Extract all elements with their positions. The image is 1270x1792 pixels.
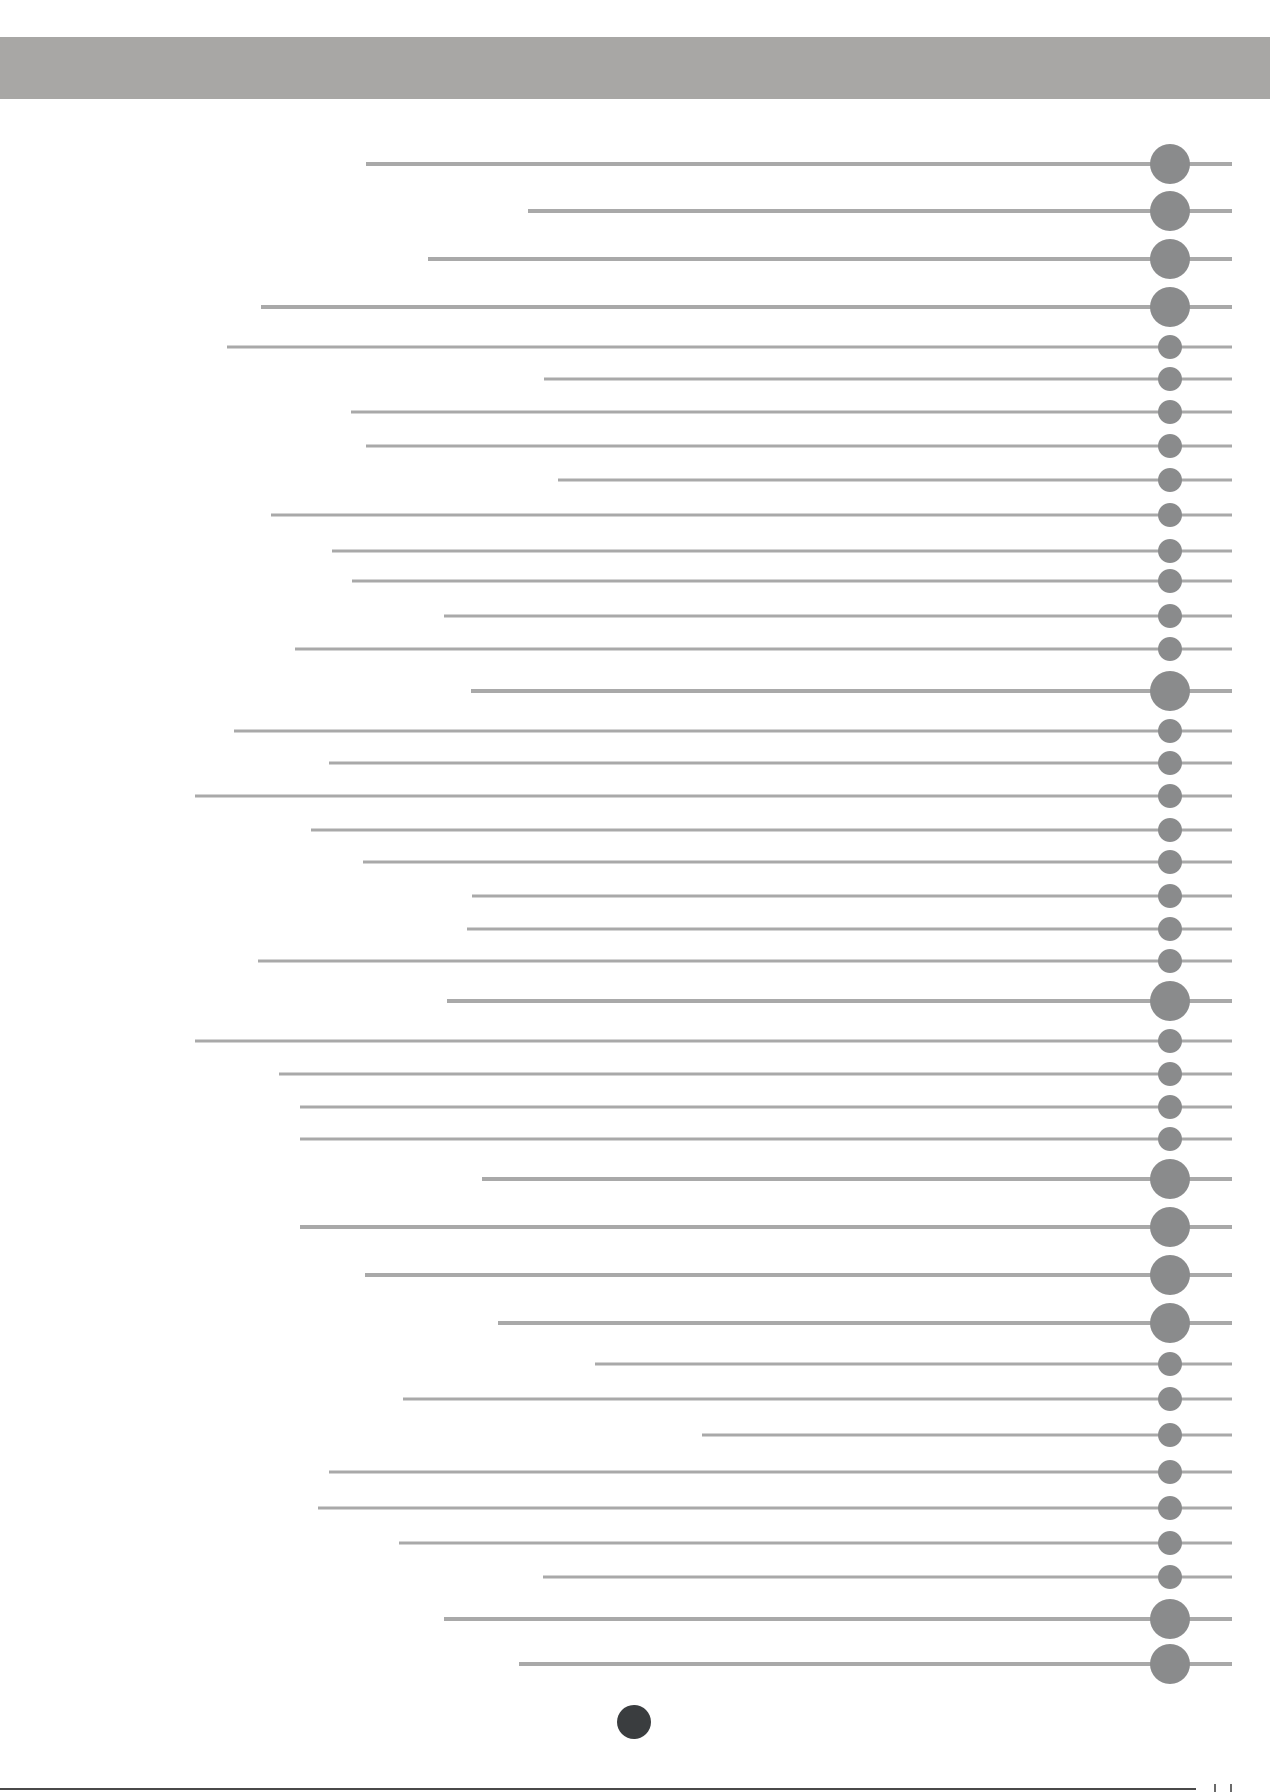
bullet-dot (1158, 1423, 1182, 1447)
bullet-dot (1158, 818, 1182, 842)
bullet-dot (1158, 604, 1182, 628)
toc-entry (258, 949, 1232, 973)
toc-entry (595, 1352, 1232, 1376)
bullet-dot (1158, 503, 1182, 527)
bullet-dot (1150, 1255, 1190, 1295)
toc-entry (261, 287, 1232, 327)
bullet-dot (1158, 850, 1182, 874)
bullet-dot (1150, 144, 1190, 184)
toc-entry (365, 1255, 1232, 1295)
bullet-dot (1158, 539, 1182, 563)
footer-tick-right (1230, 1784, 1232, 1792)
bullet-dot (1158, 1565, 1182, 1589)
bullet-dot (1158, 719, 1182, 743)
bullet-dot (1158, 1496, 1182, 1520)
bullet-dot (1158, 1460, 1182, 1484)
toc-entry (519, 1644, 1232, 1684)
bullet-dot (1150, 1644, 1190, 1684)
bullet-dot (1158, 751, 1182, 775)
footer-tick-left (1214, 1784, 1216, 1792)
bullet-dot (1158, 468, 1182, 492)
toc-entry (234, 719, 1232, 743)
bullet-dot (1158, 400, 1182, 424)
toc-entry (300, 1127, 1232, 1151)
toc-entry (428, 239, 1232, 279)
toc-entry (543, 1565, 1232, 1589)
bullet-dot (1150, 1207, 1190, 1247)
toc-entry (279, 1062, 1232, 1086)
toc-entry (329, 751, 1232, 775)
toc-entry (363, 850, 1232, 874)
bullet-dot (1158, 1352, 1182, 1376)
bullet-dot (1158, 1095, 1182, 1119)
bullet-dot (1150, 287, 1190, 327)
toc-entry (471, 671, 1232, 711)
bullet-dot (1150, 1599, 1190, 1639)
bullet-dot (1158, 784, 1182, 808)
toc-entry (271, 503, 1232, 527)
toc-entry (318, 1496, 1232, 1520)
page-marker-dot (617, 1705, 651, 1739)
toc-entry (498, 1303, 1232, 1343)
bullet-dot (1158, 1387, 1182, 1411)
bullet-dot (1158, 1531, 1182, 1555)
bullet-dot (1158, 637, 1182, 661)
bullet-dot (1158, 1127, 1182, 1151)
toc-entry (544, 367, 1232, 391)
toc-entry (403, 1387, 1232, 1411)
toc-entry (399, 1531, 1232, 1555)
toc-entry (227, 335, 1232, 359)
bullet-dot (1158, 1062, 1182, 1086)
toc-entry (295, 637, 1232, 661)
toc-entry (447, 981, 1232, 1021)
toc-entry (366, 144, 1232, 184)
bullet-dot (1158, 434, 1182, 458)
bullet-dot (1158, 917, 1182, 941)
bullet-dot (1150, 671, 1190, 711)
bullet-dot (1150, 981, 1190, 1021)
toc-entry (467, 917, 1232, 941)
toc-entry (195, 1029, 1232, 1053)
toc-entry (329, 1460, 1232, 1484)
bullet-dot (1158, 367, 1182, 391)
bullet-dot (1158, 949, 1182, 973)
toc-entry (366, 434, 1232, 458)
toc-entry (332, 539, 1232, 563)
footer-rule (0, 1788, 1196, 1790)
toc-entry (351, 400, 1232, 424)
toc-entry (482, 1159, 1232, 1199)
bullet-dot (1150, 191, 1190, 231)
toc-entry (444, 604, 1232, 628)
toc-entry (300, 1095, 1232, 1119)
bullet-dot (1150, 1303, 1190, 1343)
bullet-dot (1158, 884, 1182, 908)
bullet-dot (1158, 569, 1182, 593)
bullet-dot (1158, 335, 1182, 359)
toc-entry (558, 468, 1232, 492)
toc-entry (528, 191, 1232, 231)
bullet-dot (1150, 239, 1190, 279)
toc-entry (195, 784, 1232, 808)
toc-entry (444, 1599, 1232, 1639)
toc-entry (472, 884, 1232, 908)
toc-entry (311, 818, 1232, 842)
toc-entry (702, 1423, 1232, 1447)
toc-entry (300, 1207, 1232, 1247)
bullet-dot (1150, 1159, 1190, 1199)
toc-entry (352, 569, 1232, 593)
bullet-dot (1158, 1029, 1182, 1053)
